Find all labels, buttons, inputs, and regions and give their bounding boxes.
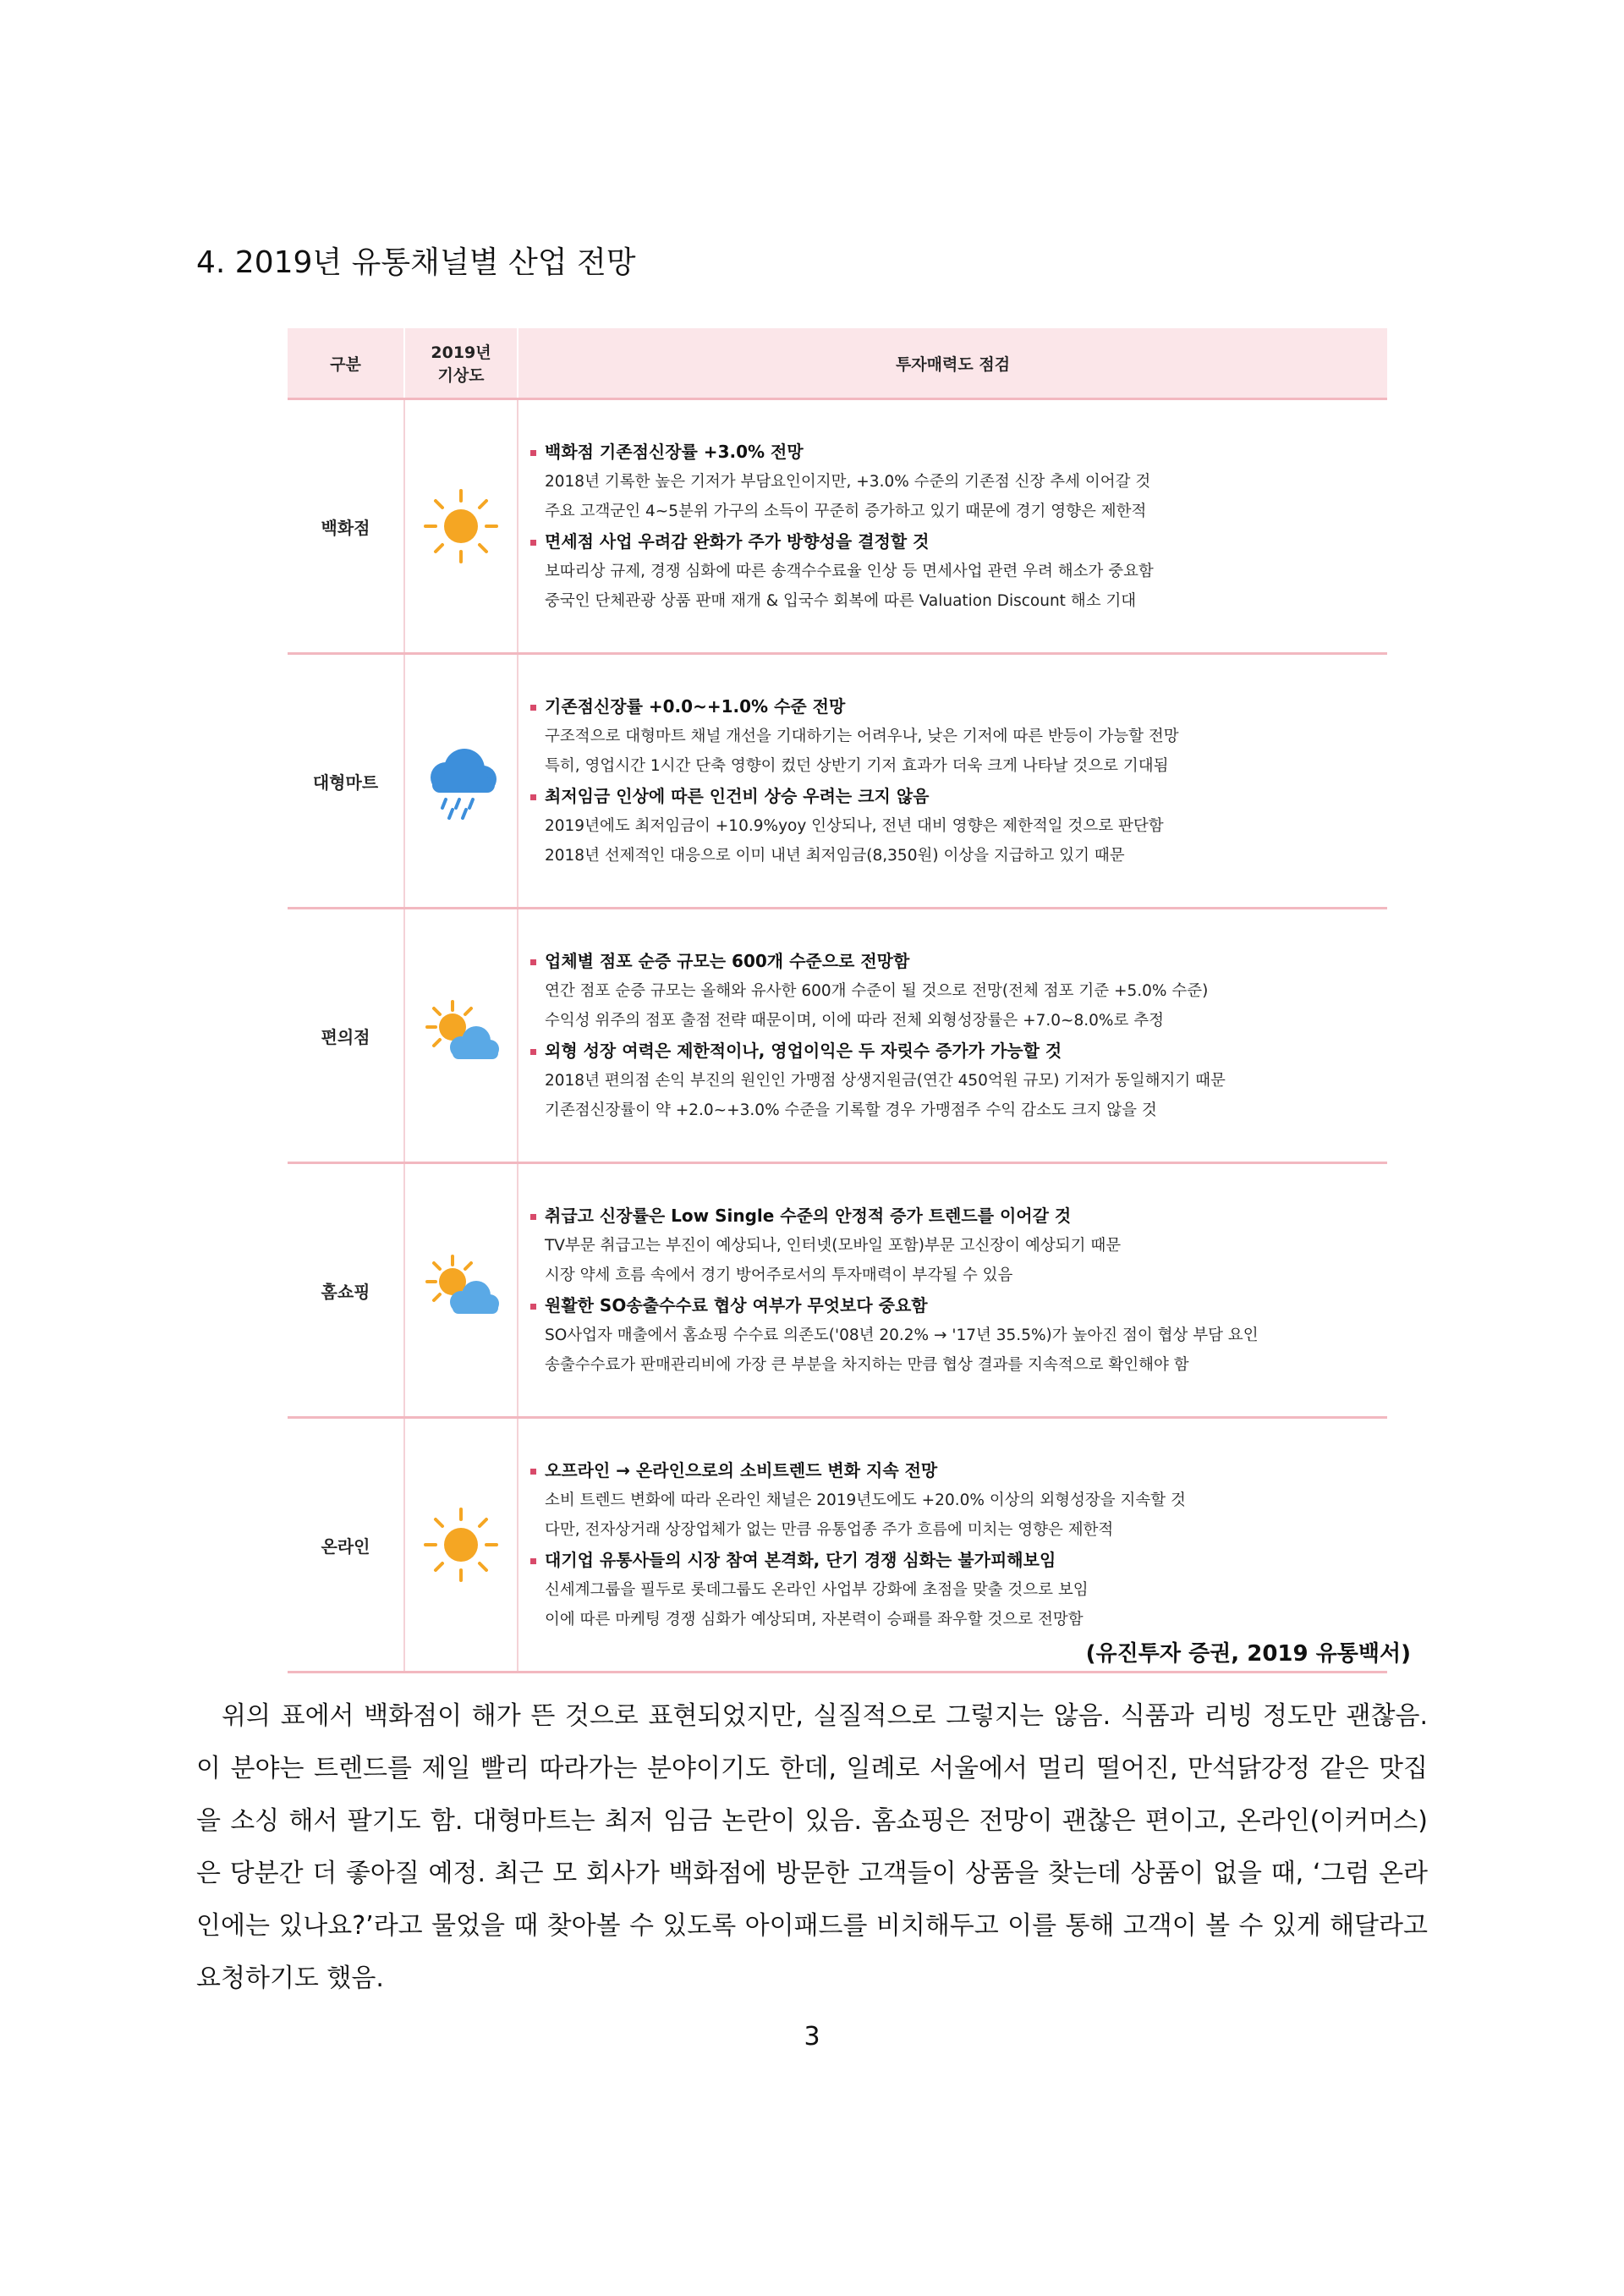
table-row [288,399,1387,654]
point-line: 신세계그룹을 필두로 롯데그룹도 온라인 사업부 강화에 초점을 맞출 것으로 보임 [545,1581,1089,1599]
point-line: 수익성 위주의 점포 출점 전략 때문이며, 이에 따라 전체 외형성장률은 +7.0~8.0%로 추정 [545,1012,1164,1030]
page-number: 3 [804,2022,820,2052]
table-header-row [288,328,1387,399]
weather-cell [404,1418,518,1673]
row-category: 홈쇼핑 [288,1163,404,1418]
bullet-icon [530,1304,536,1310]
table-row [288,1163,1387,1418]
weather-cell [404,399,518,654]
point-title: 취급고 신장률은 Low Single 수준의 안정적 증가 트렌드를 이어갈 것 [530,1200,1387,1231]
point-line: 보따리상 규제, 경쟁 심화에 따른 송객수수료율 인상 등 면세사업 관련 우려 해소가 중요함 [545,563,1154,580]
header-weather [404,328,518,399]
bullet-icon [530,794,536,800]
sun-behind-cloud-icon [419,995,503,1076]
point-title: 업체별 점포 순증 규모는 600개 수준으로 전망함 [530,946,1387,976]
bullet-icon [530,540,536,546]
table-row [288,1418,1387,1673]
bullet-icon [530,1558,536,1564]
point-line: 2018년 선제적인 대응으로 이미 내년 최저임금(8,350원) 이상을 지급하고 있기 때문 [545,847,1125,865]
point-title: 기존점신장률 +0.0~+1.0% 수준 전망 [530,691,1387,722]
point-line: SO사업자 매출에서 홈쇼핑 수수료 의존도('08년 20.2% → '17년 35.5%)가 높아진 점이 협상 부담 요인 [545,1327,1259,1344]
detail-cell [518,1163,1387,1418]
sun-icon [420,486,502,567]
point-title: 원활한 SO송출수수료 협상 여부가 무엇보다 중요함 [530,1290,1387,1321]
sun-behind-cloud-icon [419,1250,503,1331]
body-paragraph: 위의 표에서 백화점이 해가 뜬 것으로 표현되었지만, 실질적으로 그렇지는 않음. 식품과 리빙 정도만 괜찮음. 이 분야는 트렌드를 제일 빨리 따라가는 분야이기도 한데, 일례로 서울에서 멀리 떨어진, 만석닭강정 같은 맛집을 소싱 해서 팔기도 함. 대형마트는 최저 임금 논란이 있음. 홈쇼핑은 전망이 괜찮은 편이고, 온라인(이커머스)은 당분간 더 좋아질 예정. 최근 모 회사가 백화점에 방문한 고객들이 상품을 찾는데 상품이 없을 때, ‘그럼 온라인에는 있나요?’라고 물었을 때 찾아볼 수 있도록 아이패드를 비치해두고 이를 통해 고객이 볼 수 있게 해달라고 요청하기도 했음. [196,1701,1428,1993]
rain-cloud-icon [419,740,503,821]
bullet-icon [530,1214,536,1220]
point-title: 백화점 기존점신장률 +3.0% 전망 [530,437,1387,467]
point-line: 2018년 기록한 높은 기저가 부담요인이지만, +3.0% 수준의 기존점 신장 추세 이어갈 것 [545,473,1151,491]
point-line: 송출수수료가 판매관리비에 가장 큰 부분을 차지하는 만큼 협상 결과를 지속적으로 확인해야 함 [545,1356,1189,1374]
point-title: 면세점 사업 우려감 완화가 주가 방향성을 결정할 것 [530,526,1387,557]
point-line: 2019년에도 최저임금이 +10.9%yoy 인상되나, 전년 대비 영향은 제한적일 것으로 판단함 [545,817,1164,835]
header-weather-line1: 2019년 [431,343,491,362]
point-line: 특히, 영업시간 1시간 단축 영향이 컸던 상반기 기저 효과가 더욱 크게 나타날 것으로 기대됨 [545,757,1169,775]
weather-cell [404,654,518,909]
section-heading: 4. 2019년 유통채널별 산업 전망 [196,245,636,280]
weather-cell [404,909,518,1163]
header-detail: 투자매력도 점검 [518,328,1387,399]
row-category: 대형마트 [288,654,404,909]
point-line: TV부문 취급고는 부진이 예상되나, 인터넷(모바일 포함)부문 고신장이 예상되기 때문 [545,1237,1122,1255]
bullet-icon [530,450,536,456]
detail-cell [518,399,1387,654]
table-row [288,909,1387,1163]
point-line: 시장 약세 흐름 속에서 경기 방어주로서의 투자매력이 부각될 수 있음 [545,1266,1013,1284]
point-line: 2018년 편의점 손익 부진의 원인인 가맹점 상생지원금(연간 450억원 규모) 기저가 동일해지기 때문 [545,1072,1226,1090]
point-title: 대기업 유통사들의 시장 참여 본격화, 단기 경쟁 심화는 불가피해보임 [530,1545,1387,1575]
detail-cell [518,654,1387,909]
point-title: 외형 성장 여력은 제한적이나, 영업이익은 두 자릿수 증가가 가능할 것 [530,1035,1387,1066]
detail-cell [518,1418,1387,1673]
point-line: 주요 고객군인 4~5분위 가구의 소득이 꾸준히 증가하고 있기 때문에 경기 영향은 제한적 [545,503,1147,520]
header-weather-line2: 기상도 [437,366,485,385]
weather-cell [404,1163,518,1418]
bullet-icon [530,705,536,711]
sun-icon [420,1504,502,1585]
point-line: 소비 트렌드 변화에 따라 온라인 채널은 2019년도에도 +20.0% 이상의 외형성장을 지속할 것 [545,1491,1186,1509]
header-category: 구분 [288,328,404,399]
point-title: 오프라인 → 온라인으로의 소비트렌드 변화 지속 전망 [530,1455,1387,1486]
row-category: 백화점 [288,399,404,654]
table-row [288,654,1387,909]
row-category: 편의점 [288,909,404,1163]
detail-cell [518,909,1387,1163]
point-line: 이에 따른 마케팅 경쟁 심화가 예상되며, 자본력이 승패를 좌우할 것으로 전망함 [545,1611,1084,1629]
row-category: 온라인 [288,1418,404,1673]
point-line: 구조적으로 대형마트 채널 개선을 기대하기는 어려우나, 낮은 기저에 따른 반등이 가능할 전망 [545,728,1179,745]
bullet-icon [530,959,536,965]
source-citation: (유진투자 증권, 2019 유통백서) [1085,1641,1411,1667]
point-line: 다만, 전자상거래 상장업체가 없는 만큼 유통업종 주가 흐름에 미치는 영향은 제한적 [545,1521,1114,1539]
point-line: 기존점신장률이 약 +2.0~+3.0% 수준을 기록할 경우 가맹점주 수익 감소도 크지 않을 것 [545,1101,1157,1119]
bullet-icon [530,1049,536,1055]
point-line: 연간 점포 순증 규모는 올해와 유사한 600개 수준이 될 것으로 전망(전체 점포 기준 +5.0% 수준) [545,982,1209,1000]
point-title: 최저임금 인상에 따른 인건비 상승 우려는 크지 않음 [530,781,1387,811]
point-line: 중국인 단체관광 상품 판매 재개 & 입국수 회복에 따른 Valuation Discount 해소 기대 [545,592,1137,610]
industry-outlook-table [288,328,1387,1673]
bullet-icon [530,1469,536,1475]
